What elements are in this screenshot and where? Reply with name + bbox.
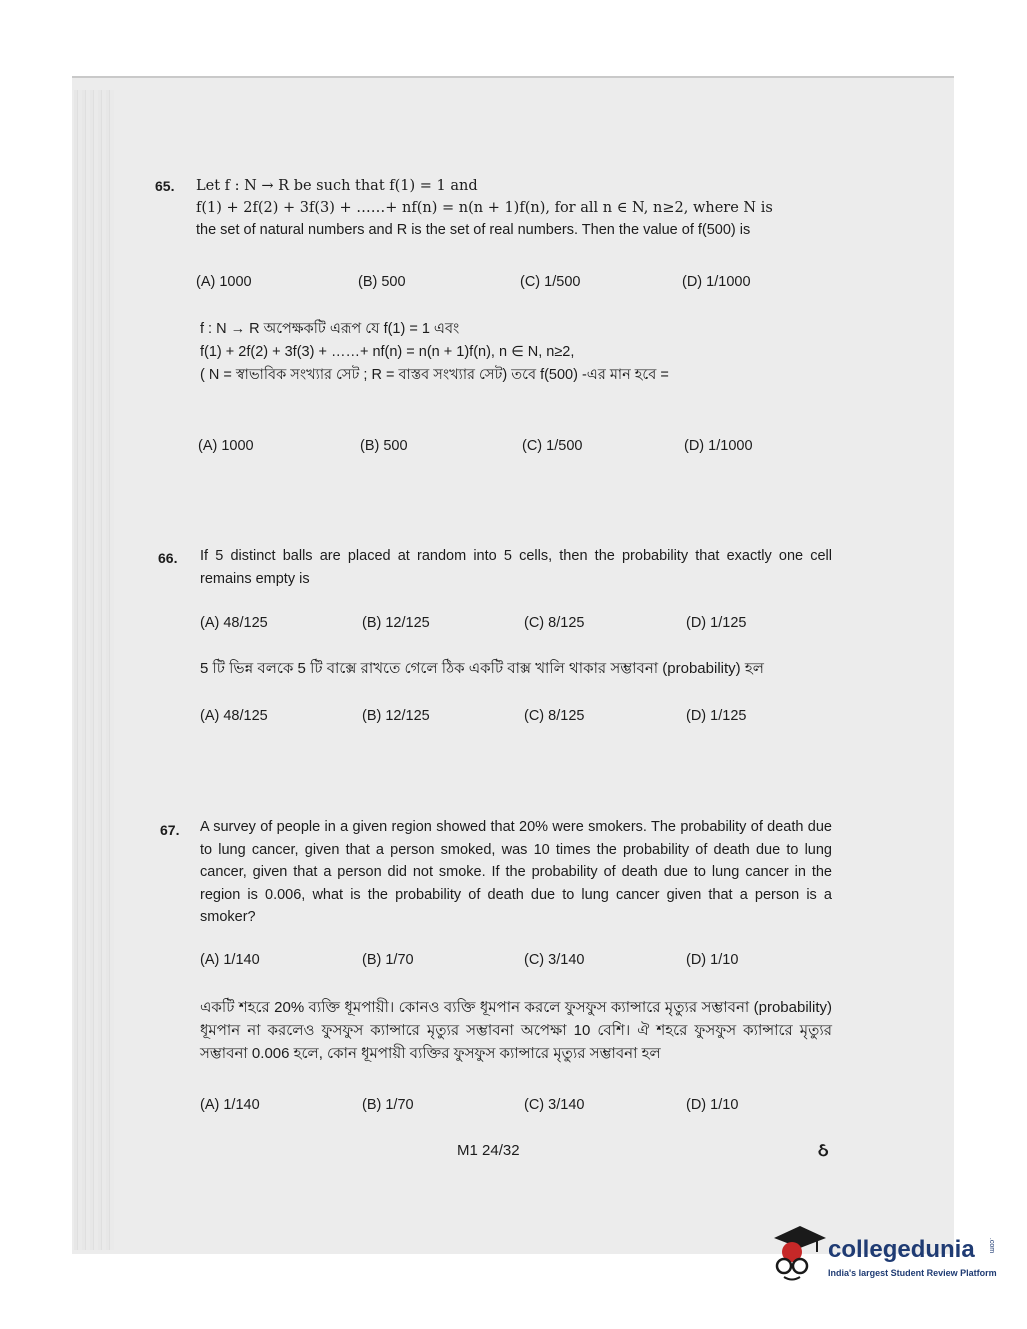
page-mark: ઠ (818, 1140, 829, 1160)
option-b: (B) 12/125 (362, 708, 430, 724)
q65-bn-line3: ( N = স্বাভাবিক সংখ্যার সেট ; R = বাস্তব সংখ্যার সেট) তবে f(500) -এর মান হবে = (200, 367, 669, 383)
option-c: (C) 1/500 (522, 438, 583, 454)
option-c: (C) 3/140 (524, 1097, 585, 1113)
q65-en-line3: the set of natural numbers and R is the set of real numbers. Then the value of f(500) is (196, 222, 751, 238)
q65-options-english (196, 274, 844, 290)
option-c: (C) 3/140 (524, 952, 585, 968)
option-d: (D) 1/1000 (682, 274, 751, 290)
question-66-english: If 5 distinct balls are placed at random into 5 cells, then the probability that exactly one cell remains empty is (200, 548, 832, 587)
question-65-english (196, 175, 836, 241)
question-67-bengali: একটি শহরে 20% ব্যক্তি ধূমপায়ী। কোনও ব্যক্তি ধূমপান করলে ফুসফুস ক্যান্সারে মৃত্যুর সম্ভাবনা (probability) ধূমপান না করলেও ফুসফুস ক্যান্সারে মৃত্যুর সম্ভাবনা অপেক্ষা 10 বেশি। ঐ শহরে ফুসফুস ক্যান্সারে মৃত্যুর সম্ভাবনা 0.006 হলে, কোন ধূমপায়ী ব্যক্তির ফুসফুস ক্যান্সারে মৃত্যুর সম্ভাবনা হল (200, 999, 832, 1062)
collegedunia-logo (770, 1222, 1000, 1286)
logo-wordmark: collegedunia (828, 1236, 975, 1263)
logo-domain: .com (988, 1237, 996, 1254)
question-65-bengali (200, 318, 830, 387)
question-66-bengali: 5 টি ভিন্ন বলকে 5 টি বাক্সে রাখতে গেলে ঠিক একটি বাক্স খালি থাকার সম্ভাবনা (probability) হল (200, 660, 764, 677)
option-b: (B) 500 (358, 274, 406, 290)
option-c: (C) 1/500 (520, 274, 581, 290)
question-67-english: A survey of people in a given region showed that 20% were smokers. The probability of death due to lung cancer, given that a person smoked, was 10 times the probability of death due to lung cancer, given that a person did not smoke. If the probability of death due to lung cancer in the region is 0.006, what is the probability of death due to lung cancer given that a person is a smoker? (200, 819, 832, 925)
question-number-65: 65. (155, 178, 175, 194)
q67-options-english (200, 952, 848, 968)
option-d: (D) 1/10 (686, 1097, 739, 1113)
option-d: (D) 1/10 (686, 952, 739, 968)
option-b: (B) 12/125 (362, 615, 430, 631)
q65-options-bengali (198, 438, 846, 454)
option-a: (A) 1/140 (200, 1097, 260, 1113)
option-d: (D) 1/125 (686, 615, 747, 631)
option-d: (D) 1/1000 (684, 438, 753, 454)
page-number: M1 24/32 (457, 1142, 520, 1159)
option-c: (C) 8/125 (524, 708, 585, 724)
option-c: (C) 8/125 (524, 615, 585, 631)
option-b: (B) 500 (360, 438, 408, 454)
option-a: (A) 1/140 (200, 952, 260, 968)
option-d: (D) 1/125 (686, 708, 747, 724)
option-b: (B) 1/70 (362, 952, 414, 968)
q65-bn-line1: f : N → R অপেক্ষকটি এরূপ যে f(1) = 1 এবং (200, 321, 460, 337)
question-number-67: 67. (160, 822, 180, 838)
binding-edge (74, 90, 114, 1250)
option-a: (A) 1000 (196, 274, 252, 290)
q65-bn-line2: f(1) + 2f(2) + 3f(3) + ……+ nf(n) = n(n + 1)f(n), n ∈ N, n≥2, (200, 344, 575, 360)
option-a: (A) 1000 (198, 438, 254, 454)
logo-mascot-icon (770, 1222, 826, 1284)
q65-en-line2: f(1) + 2f(2) + 3f(3) + ……+ nf(n) = n(n + 1)f(n), for all n ∈ N, n≥2, where N is (196, 200, 773, 216)
question-number-66: 66. (158, 550, 178, 566)
q66-options-english (200, 615, 848, 631)
option-a: (A) 48/125 (200, 615, 268, 631)
option-b: (B) 1/70 (362, 1097, 414, 1113)
option-a: (A) 48/125 (200, 708, 268, 724)
q65-en-line1: Let f : N → R be such that f(1) = 1 and (196, 178, 478, 194)
q67-options-bengali (200, 1097, 848, 1113)
q66-options-bengali (200, 708, 848, 724)
logo-tagline: India's largest Student Review Platform (828, 1268, 997, 1278)
